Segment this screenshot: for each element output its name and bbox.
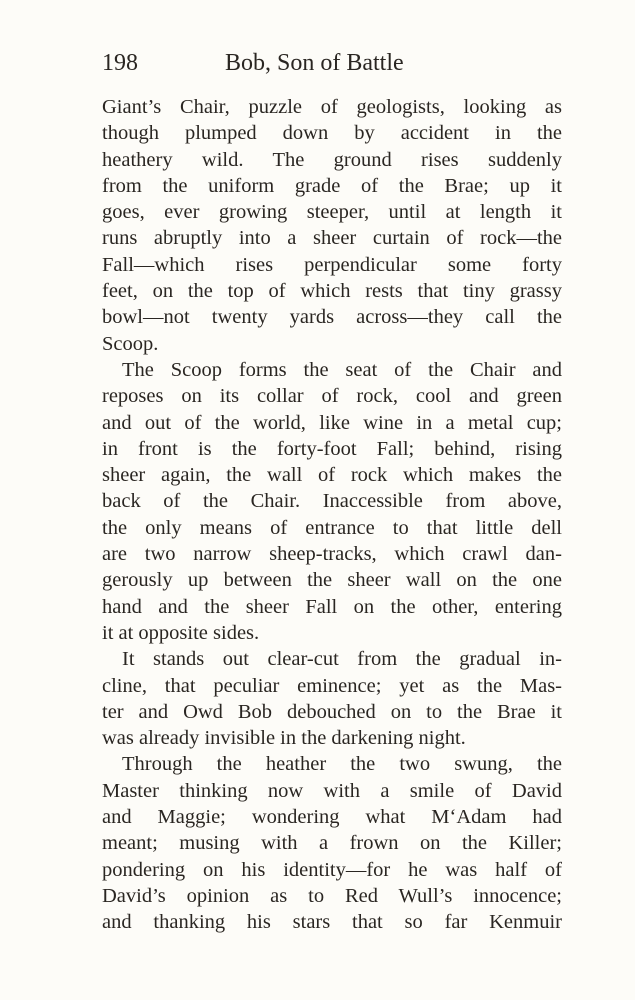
text-line: runs abruptly into a sheer curtain of rock—the: [102, 227, 562, 250]
text-line: are two narrow sheep-tracks, which crawl dan-: [102, 543, 562, 566]
text-line: from the uniform grade of the Brae; up it: [102, 174, 562, 197]
text-line: feet, on the top of which rests that tiny grassy: [102, 280, 562, 303]
text-line: hand and the sheer Fall on the other, entering: [102, 595, 562, 618]
text-line: in front is the forty-foot Fall; behind, rising: [102, 437, 562, 460]
text-line: The Scoop forms the seat of the Chair and: [122, 358, 562, 381]
text-line: and Maggie; wondering what M‘Adam had: [102, 806, 562, 829]
paragraph: [102, 751, 562, 935]
text-line: sheer again, the wall of rock which makes the: [102, 464, 562, 487]
text-line: Fall—which rises perpendicular some forty: [102, 253, 562, 276]
text-line: Master thinking now with a smile of David: [102, 779, 562, 802]
text-line: gerously up between the sheer wall on the one: [102, 569, 562, 592]
text-line: pondering on his identity—for he was half of: [102, 858, 562, 881]
text-line: and out of the world, like wine in a metal cup;: [102, 411, 562, 434]
paragraph: [102, 357, 562, 646]
text-line: back of the Chair. Inaccessible from above,: [102, 490, 562, 513]
running-title: Bob, Son of Battle: [225, 50, 404, 76]
text-line: meant; musing with a frown on the Killer;: [102, 832, 562, 855]
text-line: bowl—not twenty yards across—they call the: [102, 306, 562, 329]
text-line: heathery wild. The ground rises suddenly: [102, 148, 562, 171]
text-line: It stands out clear-cut from the gradual in-: [122, 648, 562, 671]
paragraph: [102, 94, 562, 357]
text-line: it at opposite sides.: [102, 621, 260, 644]
text-line: though plumped down by accident in the: [102, 122, 562, 145]
text-line: was already invisible in the darkening night.: [102, 727, 466, 750]
text-line: and thanking his stars that so far Kenmuir: [102, 911, 562, 934]
text-line: goes, ever growing steeper, until at length it: [102, 201, 562, 224]
text-line: Scoop.: [102, 332, 159, 355]
text-line: Through the heather the two swung, the: [122, 753, 562, 776]
text-line: Giant’s Chair, puzzle of geologists, looking as: [102, 96, 562, 118]
paragraph: [102, 646, 562, 751]
body-text: [102, 94, 562, 936]
text-line: cline, that peculiar eminence; yet as the Mas-: [102, 674, 562, 697]
text-line: reposes on its collar of rock, cool and green: [102, 385, 562, 408]
page-header: [102, 47, 562, 79]
text-line: the only means of entrance to that little dell: [102, 516, 562, 539]
text-line: ter and Owd Bob debouched on to the Brae it: [102, 700, 562, 723]
text-line: David’s opinion as to Red Wull’s innocence;: [102, 884, 562, 907]
page-number: 198: [102, 50, 138, 76]
